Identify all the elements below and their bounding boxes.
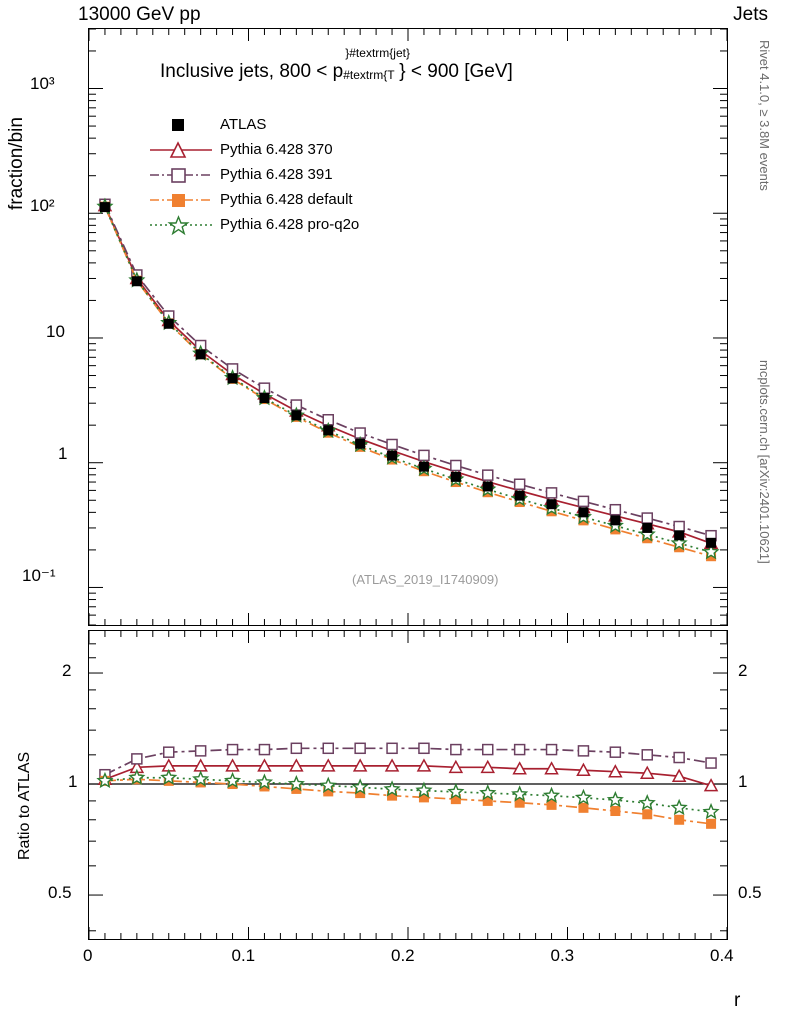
analysis-watermark: (ATLAS_2019_I1740909) bbox=[352, 572, 499, 587]
legend-label-atlas: ATLAS bbox=[220, 116, 267, 133]
ratio-ytick-05-right: 0.5 bbox=[738, 883, 762, 903]
legend-item-pythia-default bbox=[150, 187, 359, 212]
plot-title-superscript: }#textrm{jet} bbox=[345, 46, 410, 60]
xtick-0.1: 0.1 bbox=[231, 946, 256, 965]
legend-key-pythia-370 bbox=[150, 139, 212, 161]
plot-title-post: } < 900 [GeV] bbox=[399, 61, 513, 82]
legend-key-pythia-proq2o bbox=[150, 214, 212, 236]
legend bbox=[150, 112, 359, 237]
main-ytick-100: 10² bbox=[30, 196, 55, 215]
legend-label-pythia-391: Pythia 6.428 391 bbox=[220, 166, 333, 183]
xtick-0: 0 bbox=[83, 946, 93, 965]
legend-key-pythia-default bbox=[150, 189, 212, 211]
ratio-ytick-1-left: 1 bbox=[68, 772, 78, 792]
ratio-ytick-05-left: 0.5 bbox=[48, 883, 72, 903]
main-ytick-0.1: 10⁻¹ bbox=[22, 566, 56, 585]
legend-item-pythia-370 bbox=[150, 137, 359, 162]
ratio-plot-panel bbox=[88, 630, 728, 940]
xtick-0.3: 0.3 bbox=[550, 946, 575, 965]
legend-key-pythia-391 bbox=[150, 164, 212, 186]
main-ytick-10: 10 bbox=[46, 322, 65, 341]
legend-item-pythia-proq2o bbox=[150, 212, 359, 237]
rivet-version-label: Rivet 4.1.0, ≥ 3.8M events bbox=[757, 40, 772, 191]
main-ytick-1000: 10³ bbox=[30, 74, 55, 93]
ratio-plot-canvas bbox=[89, 631, 727, 939]
legend-key-atlas bbox=[150, 114, 212, 136]
mcplots-source-label: mcplots.cern.ch [arXiv:2401.10621] bbox=[757, 360, 772, 564]
main-ytick-1: 1 bbox=[58, 444, 68, 463]
ratio-ytick-1-right: 1 bbox=[738, 772, 748, 792]
legend-label-pythia-370: Pythia 6.428 370 bbox=[220, 141, 333, 158]
legend-label-pythia-proq2o: Pythia 6.428 pro-q2o bbox=[220, 216, 360, 233]
plot-title bbox=[160, 46, 513, 83]
x-axis-label: r bbox=[734, 990, 741, 1011]
header-analysis-label: Jets bbox=[733, 4, 768, 25]
legend-label-pythia-default: Pythia 6.428 default bbox=[220, 191, 353, 208]
plot-title-subscript: #textrm{T bbox=[343, 68, 395, 82]
legend-item-pythia-391 bbox=[150, 162, 359, 187]
legend-item-atlas bbox=[150, 112, 359, 137]
ratio-y-axis-label: Ratio to ATLAS bbox=[16, 751, 33, 860]
plot-title-pre: Inclusive jets, 800 < p bbox=[160, 61, 344, 82]
ratio-ytick-2-right: 2 bbox=[738, 661, 748, 681]
main-y-axis-label: fraction/bin bbox=[6, 117, 27, 210]
header-beam-label: 13000 GeV pp bbox=[78, 4, 201, 25]
ratio-ytick-2-left: 2 bbox=[62, 661, 72, 681]
xtick-0.2: 0.2 bbox=[391, 946, 415, 965]
xtick-0.4: 0.4 bbox=[710, 946, 734, 965]
